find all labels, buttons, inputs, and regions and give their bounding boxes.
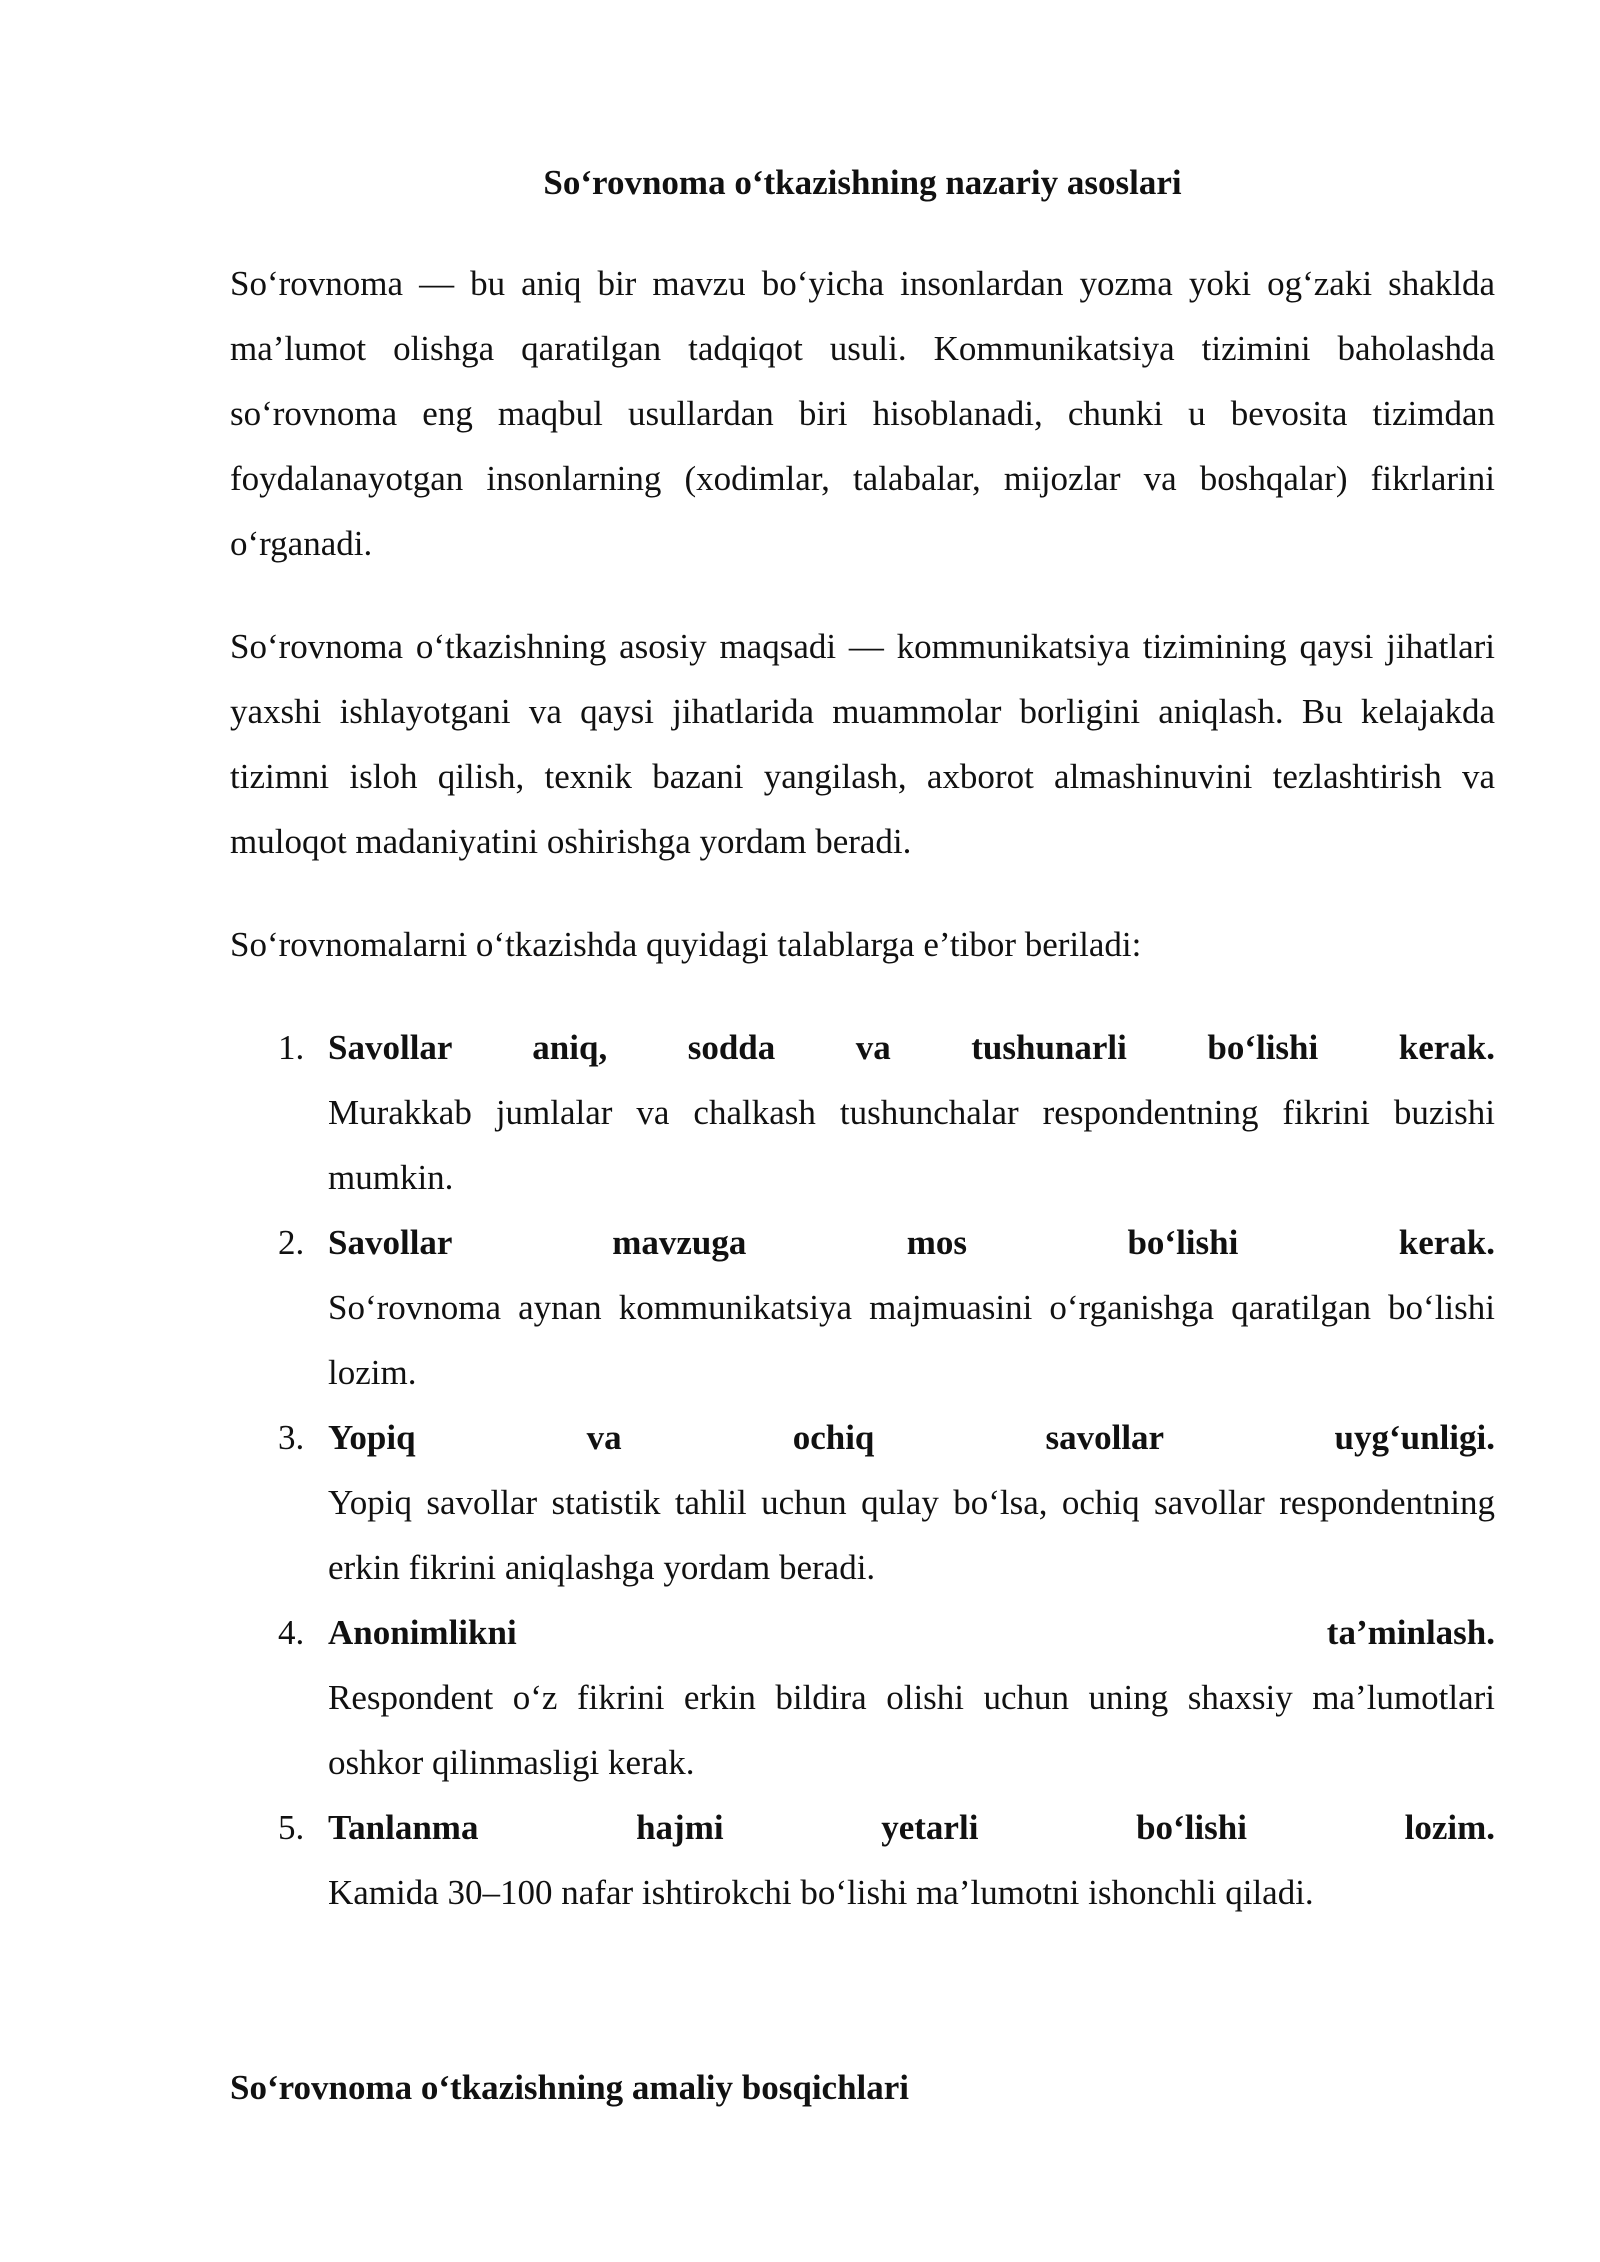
list-item-text: Yopiq savollar statistik tahlil uchun qulay bo‘lsa, ochiq savollar respondentning erkin fikrini aniqlashga yordam beradi. [328, 1483, 1495, 1587]
list-item-number: 3. [278, 1418, 305, 1457]
document-title: So‘rovnoma o‘tkazishning nazariy asoslari [543, 163, 1182, 202]
list-item-heading: Anonimlikni ta’minlash. [328, 1613, 1495, 1652]
list-item [230, 1210, 1495, 1405]
list-intro: So‘rovnomalarni o‘tkazishda quyidagi talablarga e’tibor beriladi: [230, 925, 1142, 964]
document-page [230, 150, 1495, 2120]
list-item [230, 1795, 1495, 1925]
list-item-text: Kamida 30–100 nafar ishtirokchi bo‘lishi ma’lumotni ishonchli qiladi. [328, 1873, 1314, 1912]
list-item-text: So‘rovnoma aynan kommunikatsiya majmuasini o‘rganishga qaratilgan bo‘lishi lozim. [328, 1288, 1495, 1392]
paragraph-definition: So‘rovnoma — bu aniq bir mavzu bo‘yicha insonlardan yozma yoki og‘zaki shaklda ma’lumot olishga qaratilgan tadqiqot usuli. Kommunikatsiya tizimini baholashda so‘rovnoma eng maqbul usullardan biri hisoblanadi, chunki u bevosita tizimdan foydalanayotgan insonlarning (xodimlar, talabalar, mijozlar va boshqalar) fikrlarini o‘rganadi. [230, 264, 1495, 563]
list-item [230, 1015, 1495, 1210]
list-item-number: 1. [278, 1028, 305, 1067]
list-item-number: 2. [278, 1223, 305, 1262]
list-item-heading: Savollar mavzuga mos bo‘lishi kerak. [328, 1223, 1495, 1262]
paragraph-purpose: So‘rovnoma o‘tkazishning asosiy maqsadi — kommunikatsiya tizimining qaysi jihatlari yaxshi ishlayotgani va qaysi jihatlarida muammolar borligini aniqlash. Bu kelajakda tizimni isloh qilish, texnik bazani yangilash, axborot almashinuvini tezlashtirish va muloqot madaniyatini oshirishga yordam beradi. [230, 627, 1495, 861]
list-item-heading: Tanlanma hajmi yetarli bo‘lishi lozim. [328, 1808, 1495, 1847]
list-item [230, 1600, 1495, 1795]
list-item-number: 5. [278, 1808, 305, 1847]
list-item-heading: Savollar aniq, sodda va tushunarli bo‘lishi kerak. [328, 1028, 1495, 1067]
list-item-text: Murakkab jumlalar va chalkash tushunchalar respondentning fikrini buzishi mumkin. [328, 1093, 1495, 1197]
list-item-heading: Yopiq va ochiq savollar uyg‘unligi. [328, 1418, 1495, 1457]
requirements-list [230, 1015, 1495, 1925]
section-heading-practical-stages: So‘rovnoma o‘tkazishning amaliy bosqichlari [230, 2068, 910, 2107]
list-item-text: Respondent o‘z fikrini erkin bildira olishi uchun uning shaxsiy ma’lumotlari oshkor qilinmasligi kerak. [328, 1678, 1495, 1782]
list-item-number: 4. [278, 1613, 305, 1652]
list-item [230, 1405, 1495, 1600]
